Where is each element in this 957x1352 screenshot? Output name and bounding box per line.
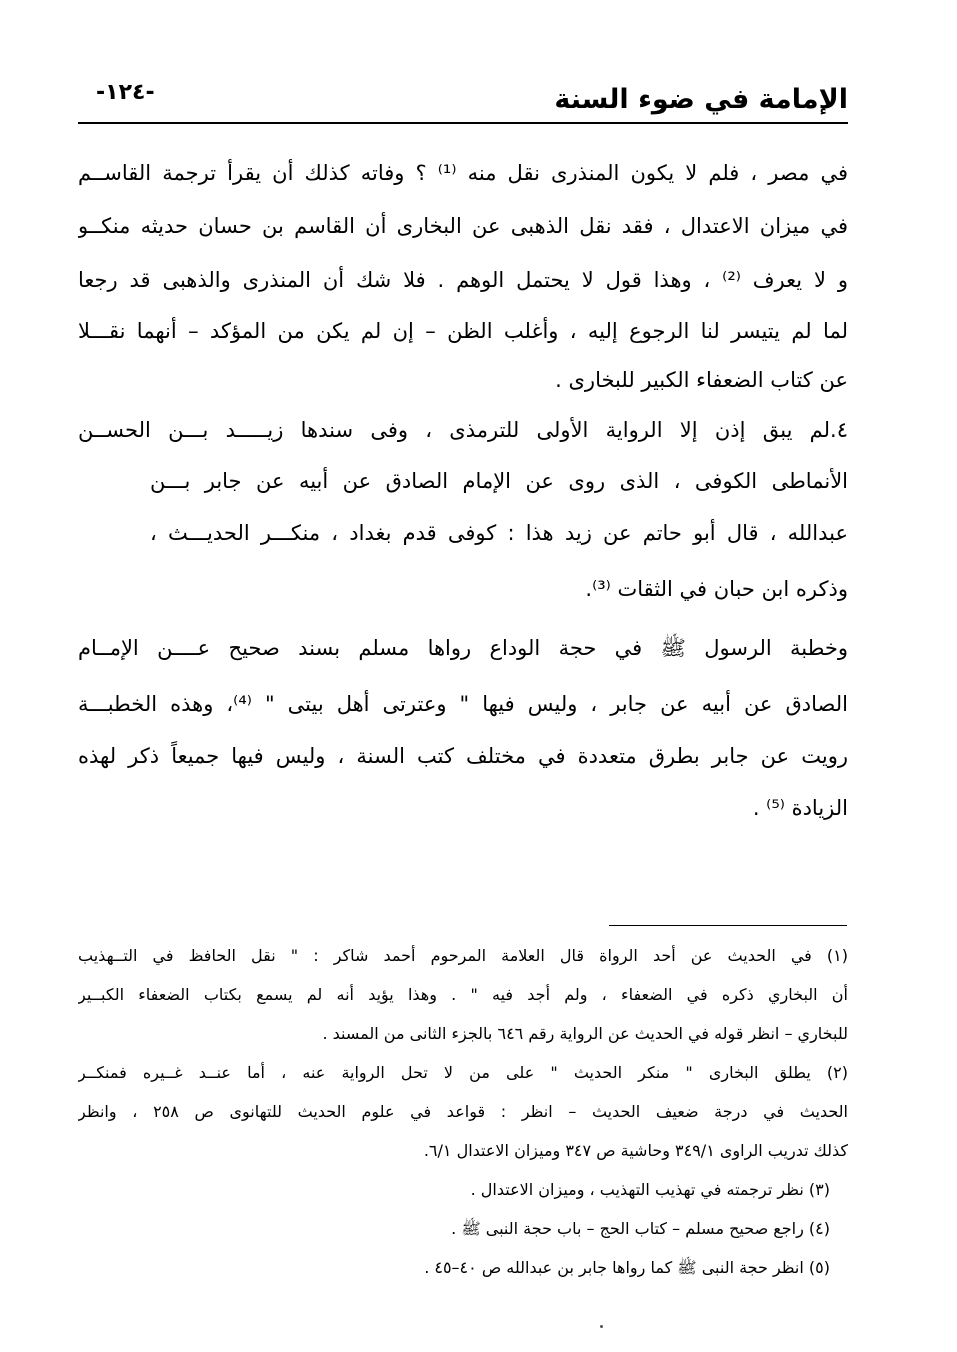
text-line: في ميزان الاعتدال ، فقد نقل الذهبى عن البخارى أن القاسم بن حسان حديثه منكــو <box>78 214 848 238</box>
footnote-line: للبخاري – انظر قوله في الحديث عن الرواية رقم ٦٤٦ بالجزء الثانى من المسند . <box>322 1024 848 1043</box>
running-title: الإمامة في ضوء السنة <box>554 84 848 115</box>
footnote-line: أن البخاري ذكره في الضعفاء ، ولم أجد فيه " . وهذا يؤيد أنه لم يسمع بكتاب الضعفاء الكبــير <box>78 985 848 1004</box>
text-line: و لا يعرف ⁽²⁾ ، وهذا قول لا يحتمل الوهم . فلا شك أن المنذرى والذهبى قد رجعا <box>78 268 848 292</box>
footnote-line: كذلك تدريب الراوى ٣٤٩/١ وحاشية ص ٣٤٧ وميزان الاعتدال ٦/١. <box>423 1141 848 1160</box>
text-line: الصادق عن أبيه عن جابر ، وليس فيها " وعترتى أهل بيتى " ⁽⁴⁾، وهذه الخطبـــة <box>78 692 848 716</box>
main-text <box>78 148 848 834</box>
list-item-line: عبدالله ، قال أبو حاتم عن زيد هذا : كوفى قدم بغداد ، منكـــر الحديـــث ، <box>150 521 848 545</box>
footnote-line: (٥) انظر حجة النبى ﷺ كما رواها جابر بن عبدالله ص ٤٠–٤٥ . <box>424 1258 830 1277</box>
list-item-line: الأنماطى الكوفى ، الذى روى عن الإمام الصادق عن أبيه عن جابر بـــن <box>150 469 848 493</box>
footnote-separator <box>609 925 847 926</box>
footnote-line: (٢) يطلق البخارى " منكر الحديث " على من لا تحل الرواية عنه ، أما عنــد غــيره فمنكــر <box>78 1063 848 1082</box>
text-line: رويت عن جابر بطرق متعددة في مختلف كتب السنة ، وليس فيها جميعاً ذكر لهذه <box>78 744 848 768</box>
page-header <box>78 78 848 124</box>
list-item-line: وذكره ابن حبان في الثقات ⁽³⁾. <box>585 577 848 601</box>
text-line: وخطبة الرسول ﷺ في حجة الوداع رواها مسلم بسند صحيح عــــن الإمــام <box>78 636 848 660</box>
text-line: الزيادة ⁽⁵⁾ . <box>752 796 848 820</box>
footnote-line: (٣) نظر ترجمته في تهذيب التهذيب ، وميزان الاعتدال . <box>470 1180 830 1199</box>
page-number: -١٢٤- <box>96 80 155 105</box>
text-line: عن كتاب الضعفاء الكبير للبخارى . <box>555 368 848 392</box>
footnote-line: (٤) راجع صحيح مسلم – كتاب الحج – باب حجة النبى ﷺ . <box>451 1219 830 1238</box>
scan-speck <box>600 1325 603 1328</box>
footnote-line: (١) في الحديث عن أحد الرواة قال العلامة المرحوم أحمد شاكر : " نقل الحافظ في التــهذيب <box>78 946 848 965</box>
footnotes <box>78 936 848 1287</box>
list-item-line: ٤.لم يبق إذن إلا الرواية الأولى للترمذى ، وفى سندها زيـــــد بـــن الحســن <box>78 418 848 442</box>
text-line: في مصر ، فلم لا يكون المنذرى نقل منه ⁽¹⁾ ؟ وفاته كذلك أن يقرأ ترجمة القاســم <box>78 161 848 185</box>
footnote-line: الحديث في درجة ضعيف الحديث – انظر : قواعد في علوم الحديث للتهانوى ص ٢٥٨ ، وانظر <box>78 1102 848 1121</box>
text-line: لما لم يتيسر لنا الرجوع إليه ، وأغلب الظن – إن لم يكن من المؤكد – أنهما نقـــلا <box>78 319 848 343</box>
